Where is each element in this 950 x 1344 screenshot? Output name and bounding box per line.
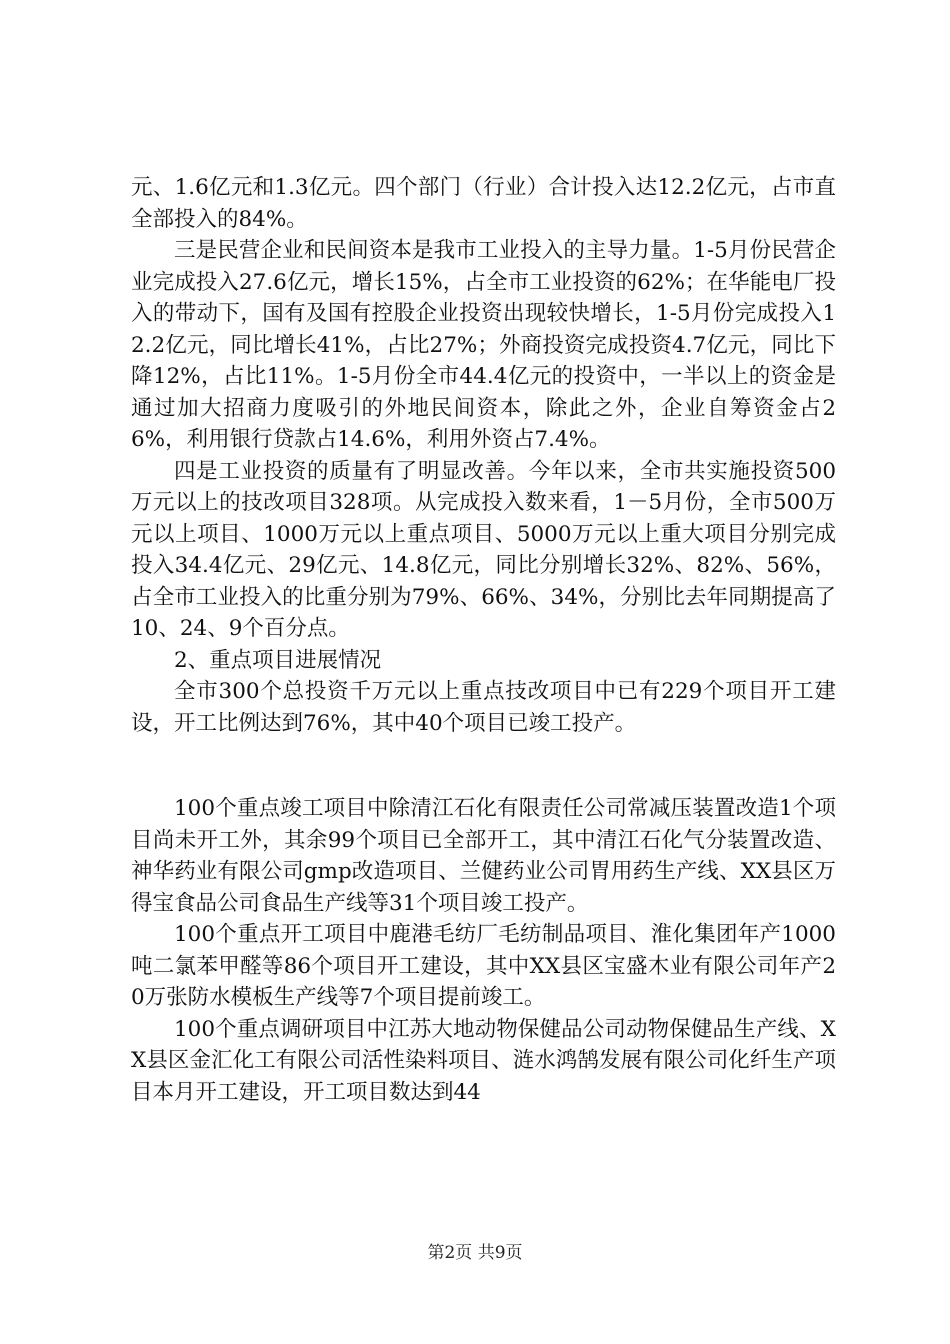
paragraph-continuation: 元、1.6亿元和1.3亿元。四个部门（行业）合计投入达12.2亿元，占市直全部投入的84%。	[131, 175, 836, 232]
paragraph-private-capital: 三是民营企业和民间资本是我市工业投入的主导力量。1-5月份民营企业完成投入27.6亿元，增长15%，占全市工业投资的62%；在华能电厂投入的带动下，国有及国有控股企业投资出现较快增长，1-5月份完成投入12.2亿元，同比增长41%，占比27%；外商投资完成投资4.7亿元，同比下降12%，占比11%。1-5月份全市44.4亿元的投资中，一半以上的资金是通过加大招商力度吸引的外地民间资本，除此之外，企业自筹资金占26%，利用银行贷款占14.6%，利用外资占7.4%。	[131, 238, 836, 452]
page-number-footer: 第2页 共9页	[427, 1243, 523, 1263]
section-heading: 2、重点项目进展情况	[174, 647, 382, 673]
paragraph-research-projects: 100个重点调研项目中江苏大地动物保健品公司动物保健品生产线、XX县区金汇化工有限公司活性染料项目、涟水鸿鹄发展有限公司化纤生产项目本月开工建设，开工项目数达到44	[131, 1016, 836, 1105]
paragraph-investment-quality: 四是工业投资的质量有了明显改善。今年以来，全市共实施投资500万元以上的技改项目328项。从完成投入数来看，1－5月份，全市500万元以上项目、1000万元以上重点项目、5000万元以上重大项目分别完成投入34.4亿元、29亿元、14.8亿元，同比分别增长32%、82%、56%，占全市工业投入的比重分别为79%、66%、34%，分别比去年同期提高了10、24、9个百分点。	[131, 458, 836, 641]
document-body	[131, 172, 836, 1108]
paragraph-start-projects: 100个重点开工项目中鹿港毛纺厂毛纺制品项目、淮化集团年产1000吨二氯苯甲醛等86个项目开工建设，其中XX县区宝盛木业有限公司年产20万张防水模板生产线等7个项目提前竣工。	[131, 922, 836, 1010]
paragraph-key-projects-summary: 全市300个总投资千万元以上重点技改项目中已有229个项目开工建设，开工比例达到76%，其中40个项目已竣工投产。	[131, 679, 836, 736]
paragraph-gap	[131, 739, 836, 793]
paragraph-completion-projects: 100个重点竣工项目中除清江石化有限责任公司常减压装置改造1个项目尚未开工外，其余99个项目已全部开工，其中清江石化气分装置改造、神华药业有限公司gmp改造项目、兰健药业公司胃用药生产线、XX县区万得宝食品公司食品生产线等31个项目竣工投产。	[131, 796, 836, 916]
